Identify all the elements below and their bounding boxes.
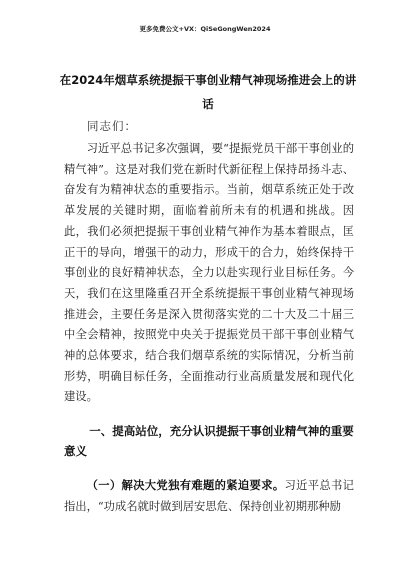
document-title: 在2024年烟草系统提振干事创业精气神现场推进会上的讲话 — [59, 73, 357, 111]
subsection-text: 习近平总书记指出，“功成名就时做到居安思危、保持创业初期那种励 — [64, 479, 354, 513]
body-paragraph: 习近平总书记多次强调，要“提振党员干部干事创业的精气神”。这是对我们党在新时代新征程上保持昂扬斗志、奋发有为精神状态的重要指示。当前，烟草系统正处于改革发展的关键时期，面临着前所未有的机遇和挑战。因此，我们必须把提振干事创业精气神作为基本着眼点，匡正干的导向，增强干的动力，形成干的合力，始终保持干事创业的良好精神状态，全力以赴实现行业目标任务。今天，我们在这里隆重召开全系统提振干事创业精气神现场推进会，主要任务是深入贯彻落实党的二十大及二十届三中全会精神，按照党中央关于提振党员干部干事创业精气神的总体要求，结合我们烟草系统的实际情况，分析当前形势，明确目标任务，全面推动行业高质量发展和现代化建设。 — [64, 142, 354, 404]
subsection-heading: （一）解决大党独有难题的紧迫要求。 — [86, 479, 285, 492]
section-heading: 一、提高站位，充分认识提振干事创业精气神的重要意义 — [64, 424, 354, 458]
salutation: 同志们： — [87, 119, 137, 133]
body-paragraph — [64, 476, 354, 517]
header-note: 更多免费公文+VX：QiSeGongWen2024 — [139, 25, 271, 33]
